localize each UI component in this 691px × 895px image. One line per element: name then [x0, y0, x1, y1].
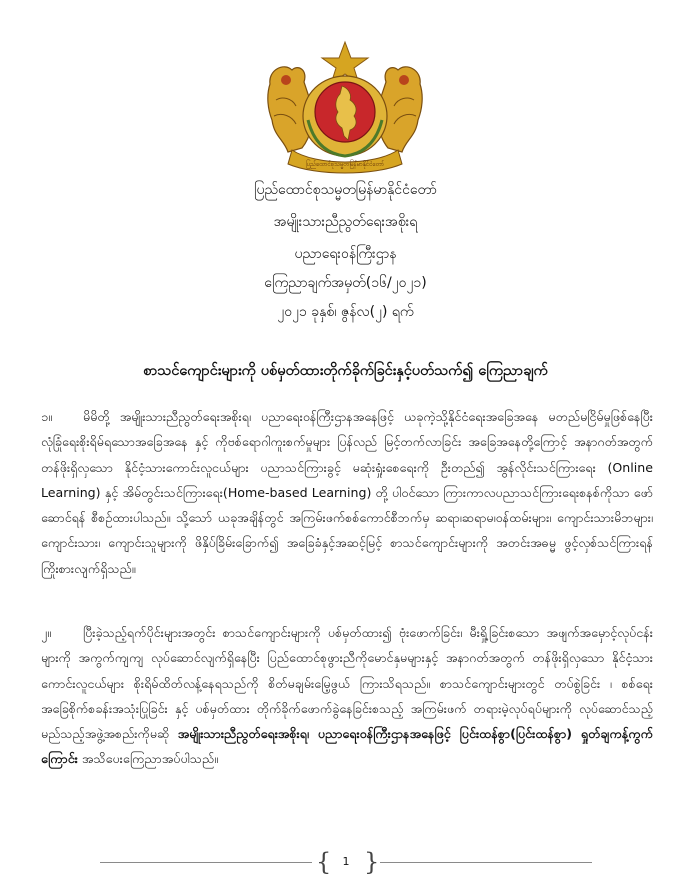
footer-rule-right — [380, 862, 592, 863]
state-seal-emblem — [262, 40, 428, 176]
footer-left-brace: { — [316, 848, 332, 876]
header-date: ၂၀၂၁ ခုနှစ်၊ ဇွန်လ(၂) ရက် — [277, 304, 414, 320]
header-government: အမျိုးသားညီညွတ်ရေးအစိုးရ — [273, 214, 418, 230]
paragraph-text: ပြီးခဲ့သည့်ရက်ပိုင်းများအတွင်း စာသင်ကျောင်းများကို ပစ်မှတ်ထား၍ ဗုံးဖောက်ခြင်း၊ မီးရှို့ခြင်းစသော အဖျက်အမှောင့်လုပ်ငန်းများကို အကွက်ကျကျ လုပ်ဆောင်လျက်ရှိနေပြီး ပြည်ထောင်စုဖွားညီကိုမောင်နှမများနှင့် အနာဂတ်အတွက် တန်ဖိုးရှိလှသော နိုင်ငံ့သားကောင်းလူငယ်များ စိုးရိမ်ထိတ်လန့်နေရသည်ကို စိတ်မချမ်းမြေ့ဖွယ် ကြားသိရသည်။ စာသင်ကျောင်းများတွင် တပ်စွဲခြင်း ၊ စစ်ရေးအခြေစိုက်စခန်းအသုံးပြုခြင်း နှင့် ပစ်မှတ်ထား တိုက်ခိုက်ဖောက်ခွဲနေခြင်းစသည့် အကြမ်းဖက် တရားမဲ့လုပ်ရပ်များကို လုပ်ဆောင်သည့် မည်သည့်အဖွဲ့အစည်းကိုမဆို — [41, 625, 653, 742]
header-ministry: ပညာရေးဝန်ကြီးဌာန — [294, 246, 397, 262]
paragraph-1 — [41, 404, 653, 581]
paragraph-2 — [41, 620, 653, 772]
paragraph-closing-text: အသိပေးကြေညာအပ်ပါသည်။ — [81, 751, 219, 767]
paragraph-text: မိမိတို့ အမျိုးသားညီညွတ်ရေးအစိုးရ၊ ပညာရေးဝန်ကြီးဌာနအနေဖြင့် ယခုကဲ့သို့နိုင်ငံရေးအခြေအနေ မတည်မငြိမ်မှုဖြစ်နေပြီး လုံခြုံရေးစိုးရိမ်ရသောအခြေအနေ နှင့် ကိုဗစ်ရောဂါကူးစက်မှုများ ပြန်လည် မြင့်တက်လာခြင်း အခြေအနေတို့ကြောင့် အနာဂတ်အတွက် တန်ဖိုးရှိလှသော နိုင်ငံ့သားကောင်းလူငယ်များ ပညာသင်ကြားခွင့် မဆုံးရှုံးစေရေးကို ဦးတည်၍ အွန်လိုင်းသင်ကြားရေး (Online Learning) နှင့် အိမ်တွင်းသင်ကြားရေး(Home-based Learning) တို့ ပါဝင်သော ကြားကာလပညာသင်ကြားရေးစနစ်ကိုသာ ဖော်ဆောင်ရန် စီစဉ်ထားပါသည်။ သို့သော် ယခုအချိန်တွင် အကြမ်းဖက်စစ်ကောင်စီဘက်မှ ဆရာ၊ဆရာမ၊ဝန်ထမ်းများ၊ ကျောင်းသားမိဘများ၊ ကျောင်းသား၊ ကျောင်းသူများကို ဖိနှိပ်ခြိမ်းခြောက်၍ အခြေခံနှင့်အဆင့်မြင့် စာသင်ကျောင်းများကို အတင်းအဓမ္မ ဖွင့်လှစ်သင်ကြားရန် ကြိုးစားလျက်ရှိသည်။ — [41, 409, 653, 576]
paragraph-bold-text: အမျိုးသားညီညွတ်ရေးအစိုးရ၊ ပညာရေးဝန်ကြီးဌာနအနေဖြင့် ပြင်းထန်စွာ(ပြင်းထန်စွာ) ရှုတ်ချကန့်ကွက်ကြောင်း — [41, 726, 653, 767]
header-announcement-number: ကြေညာချက်အမှတ်(၁၆/၂၀၂၁) — [264, 275, 427, 291]
paragraph-number: ၁။ — [41, 409, 52, 424]
header-country: ပြည်ထောင်စုသမ္မတမြန်မာနိုင်ငံတော် — [254, 182, 437, 198]
announcement-title: စာသင်ကျောင်းများကို ပစ်မှတ်ထားတိုက်ခိုက်ခြင်းနှင့်ပတ်သက်၍ ကြေညာချက် — [143, 363, 548, 379]
paragraph-number: ၂။ — [41, 625, 51, 640]
emblem-banner-text: ပြည်ထောင်စုသမ္မတမြန်မာနိုင်ငံတော် — [305, 161, 385, 168]
page-number: 1 — [342, 855, 350, 868]
footer-right-brace: } — [364, 848, 380, 876]
footer-rule-left — [100, 862, 312, 863]
